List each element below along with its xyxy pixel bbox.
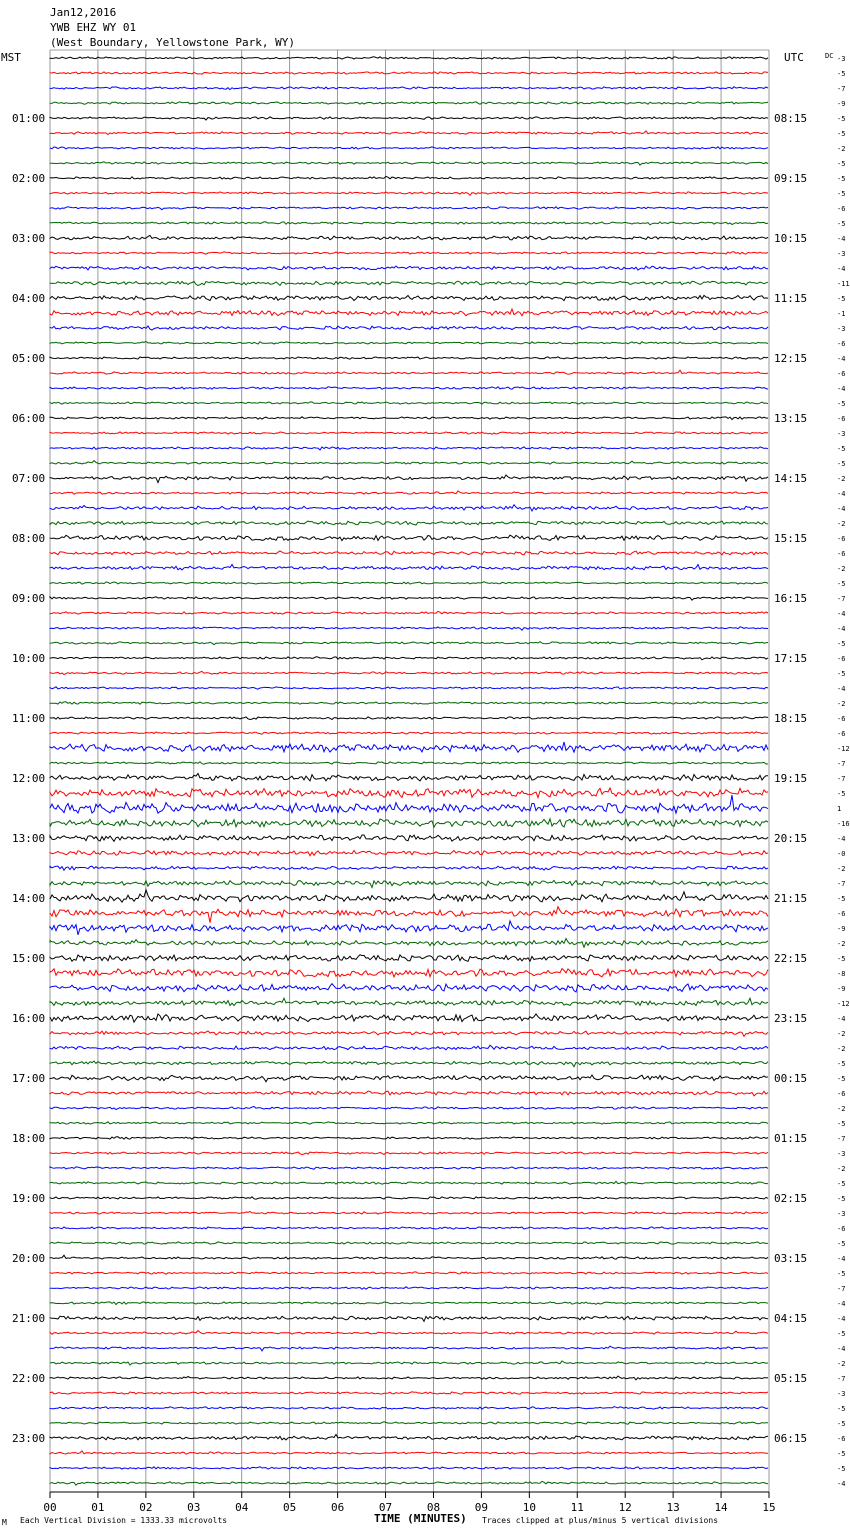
utc-hour-label: 00:15 — [774, 1072, 808, 1085]
dc-offset-label: -0 — [837, 850, 846, 858]
trace-row — [50, 939, 768, 948]
x-tick-label: 02 — [139, 1501, 153, 1514]
utc-hour-label: 06:15 — [774, 1432, 808, 1445]
utc-hour-label: 16:15 — [774, 592, 808, 605]
x-tick-label: 05 — [283, 1501, 297, 1514]
dc-offset-label: -2 — [837, 1360, 846, 1368]
dc-offset-label: -2 — [837, 1165, 846, 1173]
dc-offset-label: -4 — [837, 235, 846, 243]
dc-offset-label: -5 — [837, 1120, 846, 1128]
dc-offset-label: -7 — [837, 775, 846, 783]
mst-hour-label: 01:00 — [12, 112, 46, 125]
mst-hour-label: 14:00 — [12, 892, 46, 905]
x-axis-ticks — [43, 1492, 775, 1514]
mst-hour-label: 11:00 — [12, 712, 46, 725]
right-timezone-label: UTC — [784, 51, 804, 64]
dc-offset-label: -5 — [837, 1450, 846, 1458]
utc-hour-label: 19:15 — [774, 772, 808, 785]
scale-note: Each Vertical Division = 1333.33 microvolts — [20, 1516, 228, 1525]
dc-offset-label: -7 — [837, 1375, 846, 1383]
trace-row — [50, 387, 768, 389]
trace-row — [50, 222, 768, 225]
utc-hour-label: 18:15 — [774, 712, 808, 725]
trace-row — [50, 774, 768, 781]
mst-hour-label: 18:00 — [12, 1132, 46, 1145]
trace-row — [50, 1167, 768, 1169]
trace-row — [50, 176, 768, 179]
dc-offset-label: -6 — [837, 1435, 846, 1443]
dc-offset-label: -4 — [837, 355, 846, 363]
trace-row — [50, 969, 768, 977]
trace-row — [50, 521, 768, 525]
mst-hour-label: 09:00 — [12, 592, 46, 605]
dc-offset-label: -6 — [837, 655, 846, 663]
dc-offset-label: -4 — [837, 385, 846, 393]
trace-row — [50, 207, 768, 210]
trace-row — [50, 984, 768, 992]
dc-offset-label: -5 — [837, 130, 846, 138]
trace-row — [50, 281, 768, 285]
dc-offset-label: -5 — [837, 1060, 846, 1068]
dc-offset-label: -7 — [837, 1285, 846, 1293]
trace-row — [50, 1361, 768, 1365]
mst-hour-label: 12:00 — [12, 772, 46, 785]
trace-row — [50, 1302, 768, 1305]
dc-offset-label: -6 — [837, 205, 846, 213]
dc-offset-label: -5 — [837, 640, 846, 648]
mst-hour-label: 16:00 — [12, 1012, 46, 1025]
dc-offset-label: -2 — [837, 145, 846, 153]
trace-row — [50, 432, 768, 434]
trace-row — [50, 461, 768, 465]
x-tick-label: 06 — [330, 1501, 345, 1514]
trace-row — [50, 326, 768, 330]
clip-note: Traces clipped at plus/minus 5 vertical divisions — [482, 1516, 719, 1525]
trace-row — [50, 475, 768, 483]
trace-row — [50, 1152, 768, 1155]
utc-hour-label: 04:15 — [774, 1312, 808, 1325]
dc-offset-label: -7 — [837, 85, 846, 93]
dc-offset-label: -6 — [837, 340, 846, 348]
utc-hour-label: 09:15 — [774, 172, 808, 185]
dc-offset-label: -4 — [837, 1300, 846, 1308]
x-tick-label: 08 — [426, 1501, 441, 1514]
trace-row — [50, 102, 768, 105]
dc-offset-label: -12 — [837, 745, 850, 753]
utc-hour-labels — [774, 112, 807, 1445]
dc-offset-label: -6 — [837, 715, 846, 723]
dc-offset-label: -5 — [837, 1240, 846, 1248]
utc-hour-label: 17:15 — [774, 652, 808, 665]
dc-offset-label: -4 — [837, 1255, 846, 1263]
x-tick-label: 01 — [91, 1501, 105, 1514]
x-tick-label: 09 — [474, 1501, 489, 1514]
dc-offset-label: -9 — [837, 985, 846, 993]
dc-offset-label: -11 — [837, 280, 850, 288]
utc-hour-label: 14:15 — [774, 472, 808, 485]
utc-hour-label: 15:15 — [774, 532, 808, 545]
mst-hour-label: 15:00 — [12, 952, 46, 965]
dc-offset-label: -7 — [837, 760, 846, 768]
dc-offset-label: -5 — [837, 670, 846, 678]
utc-hour-label: 08:15 — [774, 112, 808, 125]
trace-row — [50, 819, 768, 827]
dc-offset-label: -7 — [837, 1135, 846, 1143]
x-tick-label: 11 — [570, 1501, 584, 1514]
dc-offset-label: -5 — [837, 580, 846, 588]
trace-row — [50, 535, 768, 540]
dc-offset-label: -6 — [837, 730, 846, 738]
dc-offset-label: -5 — [837, 400, 846, 408]
date-label: Jan12,2016 — [50, 6, 117, 19]
mst-hour-label: 05:00 — [12, 352, 46, 365]
trace-row — [50, 1451, 768, 1454]
trace-row — [50, 1137, 768, 1139]
seismic-traces — [50, 57, 768, 1485]
dc-offset-label: -9 — [837, 925, 846, 933]
trace-row — [50, 1272, 768, 1274]
dc-offset-label: -4 — [837, 1345, 846, 1353]
dc-offset-label: -5 — [837, 1270, 846, 1278]
trace-row — [50, 235, 768, 239]
dc-offset-label: -3 — [837, 1150, 846, 1158]
dc-offset-label: -4 — [837, 835, 846, 843]
trace-row — [50, 1091, 768, 1096]
trace-row — [50, 671, 768, 674]
trace-row — [50, 192, 768, 196]
trace-row — [50, 147, 768, 149]
trace-row — [50, 1181, 768, 1184]
trace-row — [50, 597, 768, 600]
trace-row — [50, 295, 768, 300]
dc-offset-label: -4 — [837, 685, 846, 693]
dc-offset-label: -6 — [837, 1225, 846, 1233]
trace-row — [50, 1197, 768, 1199]
dc-offset-label: -3 — [837, 250, 846, 258]
dc-offset-label: -6 — [837, 910, 846, 918]
trace-row — [50, 998, 768, 1005]
trace-row — [50, 1407, 768, 1410]
dc-offset-label: -5 — [837, 175, 846, 183]
trace-row — [50, 1014, 768, 1022]
dc-offset-label: -5 — [837, 790, 846, 798]
utc-hour-label: 22:15 — [774, 952, 808, 965]
utc-hour-label: 20:15 — [774, 832, 808, 845]
trace-row — [50, 1242, 768, 1244]
trace-row — [50, 850, 768, 855]
dc-offset-label: -5 — [837, 160, 846, 168]
trace-row — [50, 657, 768, 660]
dc-offset-label: -7 — [837, 880, 846, 888]
trace-row — [50, 687, 768, 689]
x-tick-label: 13 — [666, 1501, 680, 1514]
utc-hour-label: 12:15 — [774, 352, 808, 365]
dc-offset-label: -4 — [837, 490, 846, 498]
dc-offset-label: -5 — [837, 1420, 846, 1428]
x-tick-label: 03 — [187, 1501, 201, 1514]
dc-offset-label: -4 — [837, 1315, 846, 1323]
utc-hour-label: 02:15 — [774, 1192, 808, 1205]
trace-row — [50, 1075, 768, 1082]
dc-offset-label: -5 — [837, 1075, 846, 1083]
dc-offset-label: -2 — [837, 940, 846, 948]
mst-hour-label: 10:00 — [12, 652, 46, 665]
trace-row — [50, 1061, 768, 1067]
dc-offset-label: -4 — [837, 1015, 846, 1023]
mst-hour-label: 06:00 — [12, 412, 46, 425]
trace-row — [50, 266, 768, 270]
trace-row — [50, 1287, 768, 1289]
mst-hour-label: 19:00 — [12, 1192, 46, 1205]
dc-offset-label: -4 — [837, 1480, 846, 1488]
dc-offset-label: -2 — [837, 1030, 846, 1038]
x-tick-label: 10 — [522, 1501, 536, 1514]
dc-offset-label: -3 — [837, 325, 846, 333]
dc-offset-label: -3 — [837, 430, 846, 438]
mst-hour-label: 17:00 — [12, 1072, 46, 1085]
trace-row — [50, 1376, 768, 1380]
dc-offset-label: -5 — [837, 1405, 846, 1413]
utc-hour-label: 11:15 — [774, 292, 808, 305]
dc-offset-label: -5 — [837, 1330, 846, 1338]
mst-hour-label: 07:00 — [12, 472, 46, 485]
dc-offset-label: -6 — [837, 370, 846, 378]
trace-row — [50, 447, 768, 450]
utc-hour-label: 05:15 — [774, 1372, 808, 1385]
mst-hour-label: 20:00 — [12, 1252, 46, 1265]
dc-offset-label: -2 — [837, 1045, 846, 1053]
trace-row — [50, 1467, 768, 1469]
x-tick-label: 07 — [378, 1501, 393, 1514]
trace-row — [50, 788, 768, 798]
dc-offset-label: -2 — [837, 520, 846, 528]
trace-row — [50, 717, 768, 720]
trace-row — [50, 1422, 768, 1424]
trace-row — [50, 890, 768, 902]
trace-row — [50, 1031, 768, 1036]
trace-row — [50, 565, 768, 570]
trace-row — [50, 309, 768, 316]
trace-row — [50, 1481, 768, 1485]
trace-row — [50, 880, 768, 887]
trace-row — [50, 627, 768, 631]
trace-row — [50, 57, 768, 59]
trace-row — [50, 835, 768, 841]
dc-offset-labels — [837, 55, 850, 1488]
utc-hour-label: 10:15 — [774, 232, 808, 245]
dc-offset-label: -2 — [837, 1105, 846, 1113]
trace-row — [50, 162, 768, 165]
trace-row — [50, 1255, 768, 1259]
left-timezone-label: MST — [1, 51, 21, 64]
trace-row — [50, 955, 768, 962]
mst-hour-label: 21:00 — [12, 1312, 46, 1325]
trace-row — [50, 417, 768, 420]
utc-hour-label: 23:15 — [774, 1012, 808, 1025]
dc-offset-label: -4 — [837, 610, 846, 618]
trace-row — [50, 1106, 768, 1109]
trace-row — [50, 1211, 768, 1214]
dc-offset-label: -5 — [837, 460, 846, 468]
dc-offset-label: -3 — [837, 55, 846, 63]
mst-hour-label: 04:00 — [12, 292, 46, 305]
trace-row — [50, 131, 768, 135]
trace-row — [50, 732, 768, 734]
mst-hour-label: 23:00 — [12, 1432, 46, 1445]
dc-offset-label: -2 — [837, 700, 846, 708]
station-label: YWB EHZ WY 01 — [50, 21, 137, 34]
trace-row — [50, 402, 768, 404]
trace-row — [50, 341, 768, 344]
mst-hour-label: 13:00 — [12, 832, 46, 845]
dc-offset-label: -5 — [837, 1195, 846, 1203]
trace-row — [50, 702, 768, 704]
trace-row — [50, 907, 768, 923]
trace-row — [50, 1316, 768, 1321]
trace-row — [50, 72, 768, 74]
trace-row — [50, 642, 768, 645]
utc-hour-label: 01:15 — [774, 1132, 808, 1145]
dc-offset-label: -2 — [837, 865, 846, 873]
trace-row — [50, 1435, 768, 1440]
x-tick-label: 00 — [43, 1501, 57, 1514]
trace-row — [50, 491, 768, 494]
dc-offset-label: -5 — [837, 1180, 846, 1188]
dc-offset-label: -5 — [837, 955, 846, 963]
dc-offset-label: -5 — [837, 70, 846, 78]
dc-label: DC — [825, 52, 834, 60]
dc-offset-label: 1 — [837, 805, 842, 813]
location-label: (West Boundary, Yellowstone Park, WY) — [50, 36, 296, 49]
trace-row — [50, 551, 768, 555]
trace-row — [50, 357, 768, 359]
corner-mark: M — [2, 1518, 7, 1527]
dc-offset-label: -4 — [837, 625, 846, 633]
dc-offset-label: -1 — [837, 310, 846, 318]
mst-hour-label: 02:00 — [12, 172, 46, 185]
trace-row — [50, 795, 768, 813]
x-axis-title: TIME (MINUTES) — [374, 1512, 467, 1525]
dc-offset-label: -6 — [837, 550, 846, 558]
trace-row — [50, 1331, 768, 1335]
dc-offset-label: -9 — [837, 100, 846, 108]
trace-row — [50, 117, 768, 120]
utc-hour-label: 13:15 — [774, 412, 808, 425]
trace-row — [50, 370, 768, 374]
mst-hour-label: 03:00 — [12, 232, 46, 245]
dc-offset-label: -5 — [837, 115, 846, 123]
x-tick-label: 04 — [235, 1501, 249, 1514]
utc-hour-label: 21:15 — [774, 892, 808, 905]
dc-offset-label: -3 — [837, 1390, 846, 1398]
dc-offset-label: -5 — [837, 895, 846, 903]
dc-offset-label: -6 — [837, 535, 846, 543]
x-tick-label: 14 — [714, 1501, 728, 1514]
dc-offset-label: -5 — [837, 295, 846, 303]
dc-offset-label: -4 — [837, 265, 846, 273]
x-tick-label: 12 — [618, 1501, 632, 1514]
dc-offset-label: -8 — [837, 970, 846, 978]
mst-hour-label: 08:00 — [12, 532, 46, 545]
mst-hour-label: 22:00 — [12, 1372, 46, 1385]
dc-offset-label: -2 — [837, 475, 846, 483]
trace-row — [50, 582, 768, 584]
dc-offset-label: -12 — [837, 1000, 850, 1008]
dc-offset-label: -7 — [837, 595, 846, 603]
dc-offset-label: -5 — [837, 220, 846, 228]
trace-row — [50, 1346, 768, 1351]
dc-offset-label: -5 — [837, 190, 846, 198]
trace-row — [50, 762, 768, 764]
trace-row — [50, 921, 768, 935]
trace-row — [50, 505, 768, 511]
dc-offset-label: -5 — [837, 445, 846, 453]
dc-offset-label: -16 — [837, 820, 850, 828]
dc-offset-label: -5 — [837, 1465, 846, 1473]
trace-row — [50, 742, 768, 752]
trace-row — [50, 1045, 768, 1050]
trace-row — [50, 1122, 768, 1124]
dc-offset-label: -4 — [837, 505, 846, 513]
mst-hour-labels — [12, 112, 45, 1445]
trace-row — [50, 252, 768, 254]
dc-offset-label: -3 — [837, 1210, 846, 1218]
dc-offset-label: -6 — [837, 1090, 846, 1098]
x-tick-label: 15 — [762, 1501, 776, 1514]
trace-row — [50, 1227, 768, 1229]
trace-row — [50, 87, 768, 90]
dc-offset-label: -2 — [837, 565, 846, 573]
utc-hour-label: 03:15 — [774, 1252, 808, 1265]
trace-row — [50, 611, 768, 614]
dc-offset-label: -6 — [837, 415, 846, 423]
trace-row — [50, 866, 768, 870]
trace-row — [50, 1392, 768, 1394]
